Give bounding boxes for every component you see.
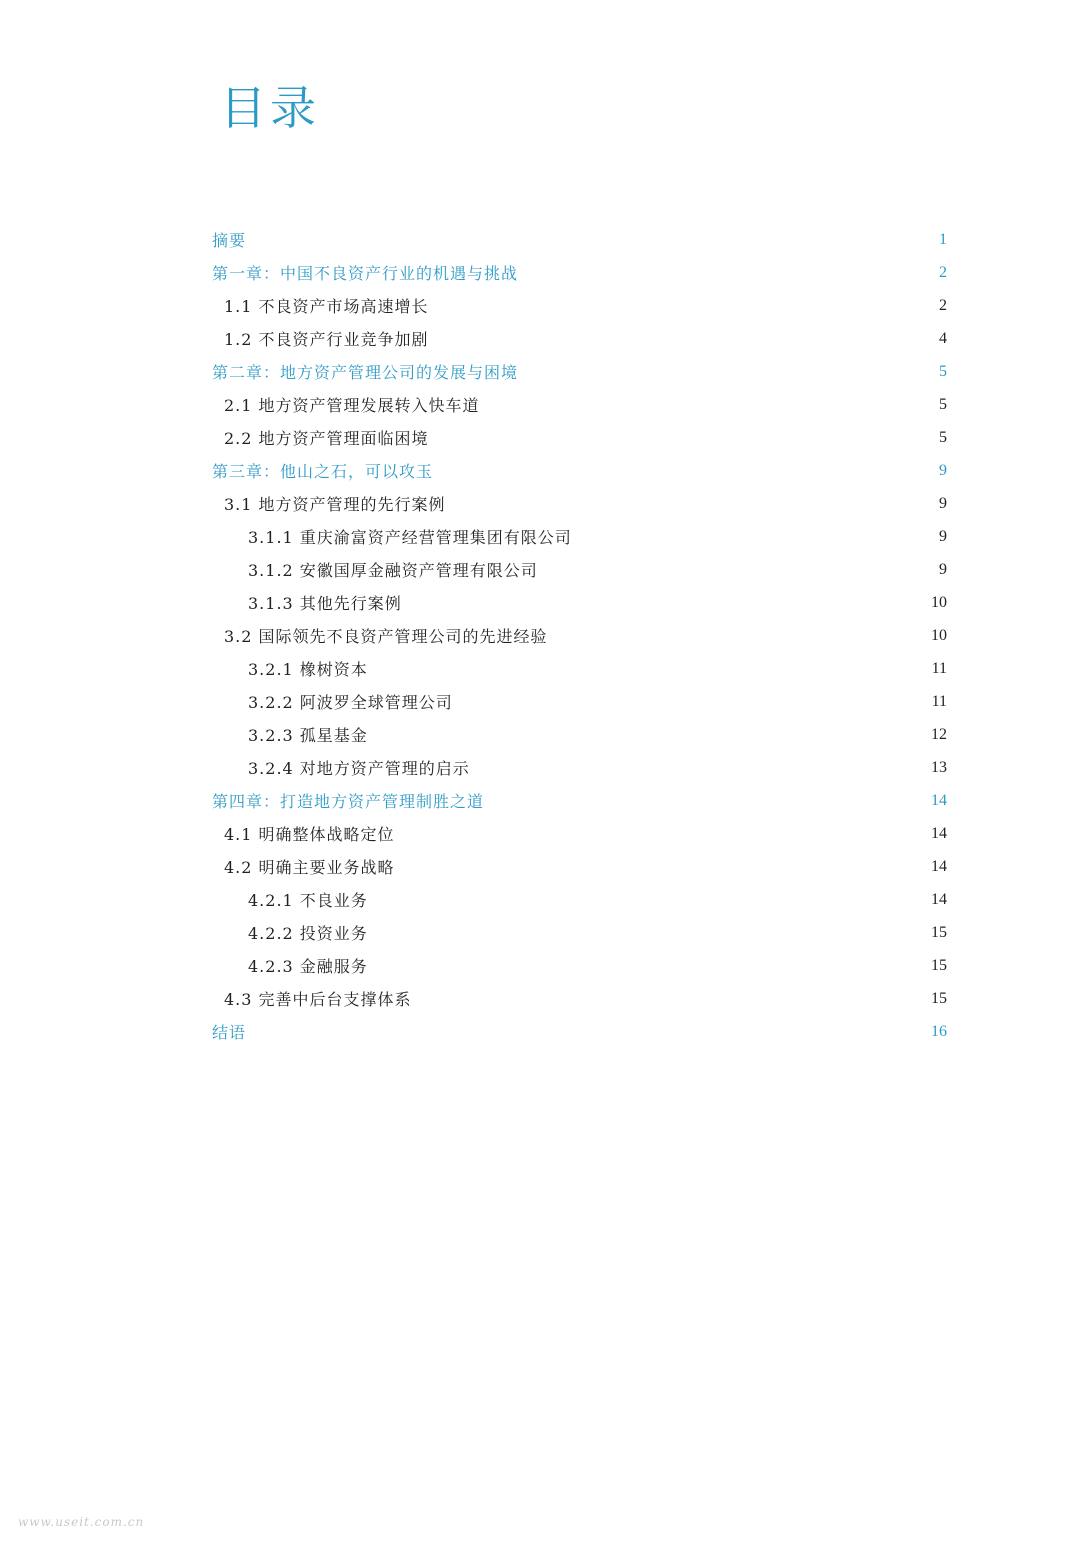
toc-page-number: 15: [931, 956, 947, 974]
toc-section-entry[interactable]: [212, 322, 947, 355]
toc-page-number: 13: [931, 758, 947, 776]
toc-page-number: 5: [939, 362, 947, 380]
toc-chapter-entry[interactable]: [212, 784, 947, 817]
toc-page-number: 12: [931, 725, 947, 743]
toc-entry-label: 第二章：地方资产管理公司的发展与困境: [212, 363, 519, 382]
toc-section-entry[interactable]: [212, 652, 947, 685]
toc-page-number: 11: [931, 692, 947, 710]
toc-section-entry[interactable]: [212, 553, 947, 586]
toc-entry-label: 3.2.2 阿波罗全球管理公司: [248, 693, 453, 712]
toc-section-entry[interactable]: [212, 718, 947, 751]
toc-section-entry[interactable]: [212, 883, 947, 916]
toc-page-number: 9: [939, 461, 947, 479]
toc-entry-label: 3.1 地方资产管理的先行案例: [224, 495, 446, 514]
toc-entry-label: 3.2 国际领先不良资产管理公司的先进经验: [224, 627, 548, 646]
watermark: www.useit.com.cn: [18, 1515, 145, 1529]
toc-page-number: 9: [939, 560, 947, 578]
toc-entry-label: 2.1 地方资产管理发展转入快车道: [224, 396, 480, 415]
toc-page-number: 9: [939, 527, 947, 545]
toc-section-entry[interactable]: [212, 817, 947, 850]
toc-entry-label: 3.2.3 孤星基金: [248, 726, 368, 745]
toc-entry-label: 第四章：打造地方资产管理制胜之道: [212, 792, 485, 811]
toc-entry-label: 3.2.1 橡树资本: [248, 660, 368, 679]
toc-entry-label: 4.2.2 投资业务: [248, 924, 368, 943]
toc-chapter-entry[interactable]: [212, 256, 947, 289]
toc-entry-label: 3.2.4 对地方资产管理的启示: [248, 759, 470, 778]
toc-page-number: 15: [931, 923, 947, 941]
toc-page-number: 14: [931, 857, 947, 875]
toc-section-entry[interactable]: [212, 421, 947, 454]
toc-entry-label: 1.1 不良资产市场高速增长: [224, 297, 429, 316]
toc-entry-label: 4.2 明确主要业务战略: [224, 858, 395, 877]
toc-entry-label: 4.3 完善中后台支撑体系: [224, 990, 412, 1009]
toc-page-number: 16: [931, 1022, 947, 1040]
toc-entry-label: 结语: [212, 1023, 247, 1042]
toc-page-number: 11: [931, 659, 947, 677]
toc-page-number: 2: [939, 296, 947, 314]
toc-section-entry[interactable]: [212, 520, 947, 553]
toc-page-number: 14: [931, 890, 947, 908]
toc-section-entry[interactable]: [212, 850, 947, 883]
toc-page-number: 4: [939, 329, 947, 347]
toc-page-number: 14: [931, 791, 947, 809]
toc-page-number: 2: [939, 263, 947, 281]
toc-section-entry[interactable]: [212, 388, 947, 421]
toc-section-entry[interactable]: [212, 916, 947, 949]
toc-section-entry[interactable]: [212, 982, 947, 1015]
toc-page-number: 5: [939, 395, 947, 413]
toc-entry-label: 4.1 明确整体战略定位: [224, 825, 395, 844]
toc-section-entry[interactable]: [212, 487, 947, 520]
toc-entry-label: 3.1.3 其他先行案例: [248, 594, 402, 613]
toc-section-entry[interactable]: [212, 586, 947, 619]
toc-chapter-entry[interactable]: [212, 454, 947, 487]
toc-entry-label: 2.2 地方资产管理面临困境: [224, 429, 429, 448]
toc-chapter-entry[interactable]: [212, 355, 947, 388]
toc-entry-label: 1.2 不良资产行业竞争加剧: [224, 330, 429, 349]
toc-entry-label: 4.2.3 金融服务: [248, 957, 368, 976]
page-title: 目录: [220, 81, 320, 135]
toc-page-number: 10: [931, 593, 947, 611]
toc-page-number: 9: [939, 494, 947, 512]
table-of-contents: [212, 223, 947, 1048]
toc-page-number: 5: [939, 428, 947, 446]
toc-page-number: 14: [931, 824, 947, 842]
toc-chapter-entry[interactable]: [212, 1015, 947, 1048]
toc-entry-label: 3.1.2 安徽国厚金融资产管理有限公司: [248, 561, 538, 580]
toc-chapter-entry[interactable]: [212, 223, 947, 256]
toc-page-number: 1: [939, 230, 947, 248]
toc-entry-label: 摘要: [212, 231, 247, 250]
toc-entry-label: 第三章：他山之石，可以攻玉: [212, 462, 434, 481]
toc-page-number: 10: [931, 626, 947, 644]
toc-entry-label: 第一章：中国不良资产行业的机遇与挑战: [212, 264, 519, 283]
toc-entry-label: 3.1.1 重庆渝富资产经营管理集团有限公司: [248, 528, 572, 547]
toc-section-entry[interactable]: [212, 751, 947, 784]
toc-page-number: 15: [931, 989, 947, 1007]
toc-section-entry[interactable]: [212, 619, 947, 652]
toc-section-entry[interactable]: [212, 685, 947, 718]
toc-entry-label: 4.2.1 不良业务: [248, 891, 368, 910]
toc-section-entry[interactable]: [212, 289, 947, 322]
toc-section-entry[interactable]: [212, 949, 947, 982]
